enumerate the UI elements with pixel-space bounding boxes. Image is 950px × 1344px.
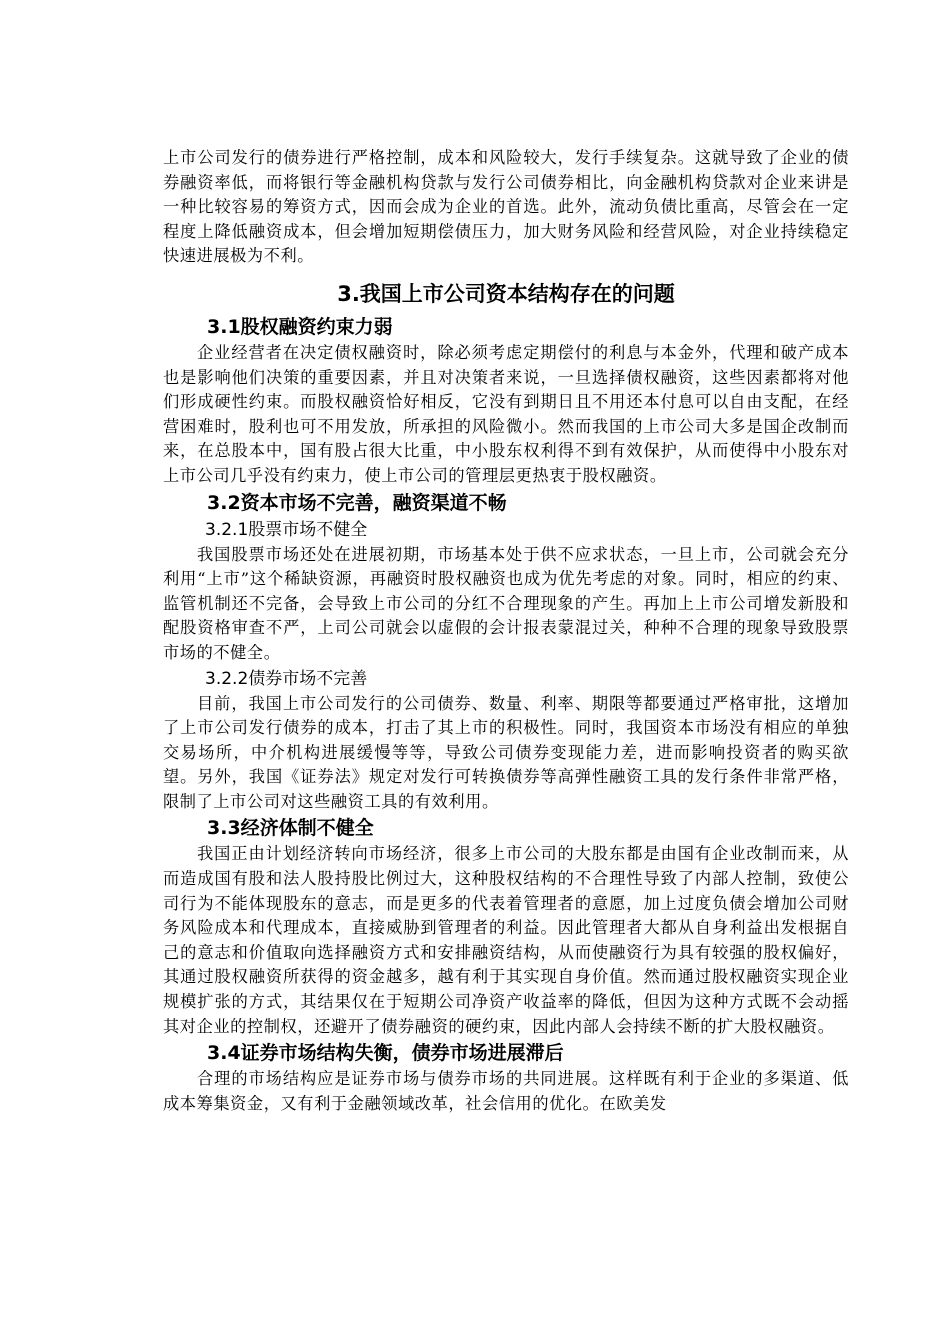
subsection-paragraph-3-2-2: 目前，我国上市公司发行的公司债券、数量、利率、期限等都要通过严格审批，这增加了上市公司发行债券的成本，打击了其上市的积极性。同时，我国资本市场没有相应的单独交易场所，中介机构进展缓慢等等，导致公司债券变现能力差，进而影响投资者的购买欲望。另外，我国《证券法》规定对发行可转换债券等高弹性融资工具的发行条件非常严格，限制了上市公司对这些融资工具的有效利用。 [163, 693, 849, 811]
section-heading-3-3: 3.3经济体制不健全 [207, 817, 374, 840]
document-body [163, 146, 849, 1116]
section-paragraph-3-4: 合理的市场结构应是证券市场与债券市场的共同进展。这样既有利于企业的多渠道、低成本筹集资金，又有利于金融领域改革，社会信用的优化。在欧美发 [163, 1069, 849, 1113]
section-heading-3-2: 3.2资本市场不完善，融资渠道不畅 [207, 491, 507, 514]
subsection-heading-3-2-1: 3.2.1股票市场不健全 [205, 519, 368, 540]
chapter-title: 3.我国上市公司资本结构存在的问题 [337, 281, 675, 306]
intro-paragraph: 上市公司发行的债券进行严格控制，成本和风险较大，发行手续复杂。这就导致了企业的债券融资率低，而将银行等金融机构贷款与发行公司债券相比，向金融机构贷款对企业来讲是一种比较容易的筹资方式，因而会成为企业的首选。此外，流动负债比重高，尽管会在一定程度上降低融资成本，但会增加短期偿债压力，加大财务风险和经营风险，对企业持续稳定快速进展极为不利。 [163, 148, 849, 266]
section-heading-3-1: 3.1股权融资约束力弱 [207, 315, 393, 338]
section-heading-3-4: 3.4证券市场结构失衡，债券市场进展滞后 [207, 1042, 564, 1065]
section-paragraph-3-1: 企业经营者在决定债权融资时，除必须考虑定期偿付的利息与本金外，代理和破产成本也是影响他们决策的重要因素，并且对决策者来说，一旦选择债权融资，这些因素都将对他们形成硬性约束。而股权融资恰好相反，它没有到期日且不用还本付息可以自由支配，在经营困难时，股利也可不用发放，所承担的风险微小。然而我国的上市公司大多是国企改制而来，在总股本中，国有股占很大比重，中小股东权利得不到有效保护，从而使得中小股东对上市公司几乎没有约束力，使上市公司的管理层更热衷于股权融资。 [163, 342, 849, 485]
subsection-paragraph-3-2-1: 我国股票市场还处在进展初期，市场基本处于供不应求状态，一旦上市，公司就会充分利用“上市”这个稀缺资源，再融资时股权融资也成为优先考虑的对象。同时，相应的约束、监管机制还不完备，会导致上市公司的分红不合理现象的产生。再加上上市公司增发新股和配股资格审查不严，上司公司就会以虚假的会计报表蒙混过关，种种不合理的现象导致股票市场的不健全。 [163, 544, 849, 662]
subsection-heading-3-2-2: 3.2.2债券市场不完善 [205, 668, 368, 689]
section-paragraph-3-3: 我国正由计划经济转向市场经济，很多上市公司的大股东都是由国有企业改制而来，从而造成国有股和法人股持股比例过大，这种股权结构的不合理性导致了内部人控制，致使公司行为不能体现股东的意志，而是更多的代表着管理者的意愿，加上过度负债会增加公司财务风险成本和代理成本，直接威胁到管理者的利益。因此管理者大都从自身利益出发根据自己的意志和价值取向选择融资方式和安排融资结构，从而使融资行为具有较强的股权偏好，其通过股权融资所获得的资金越多，越有利于其实现自身价值。然而通过股权融资实现企业规模扩张的方式，其结果仅在于短期公司净资产收益率的降低，但因为这种方式既不会动摇其对企业的控制权，还避开了债券融资的硬约束，因此内部人会持续不断的扩大股权融资。 [163, 844, 849, 1036]
